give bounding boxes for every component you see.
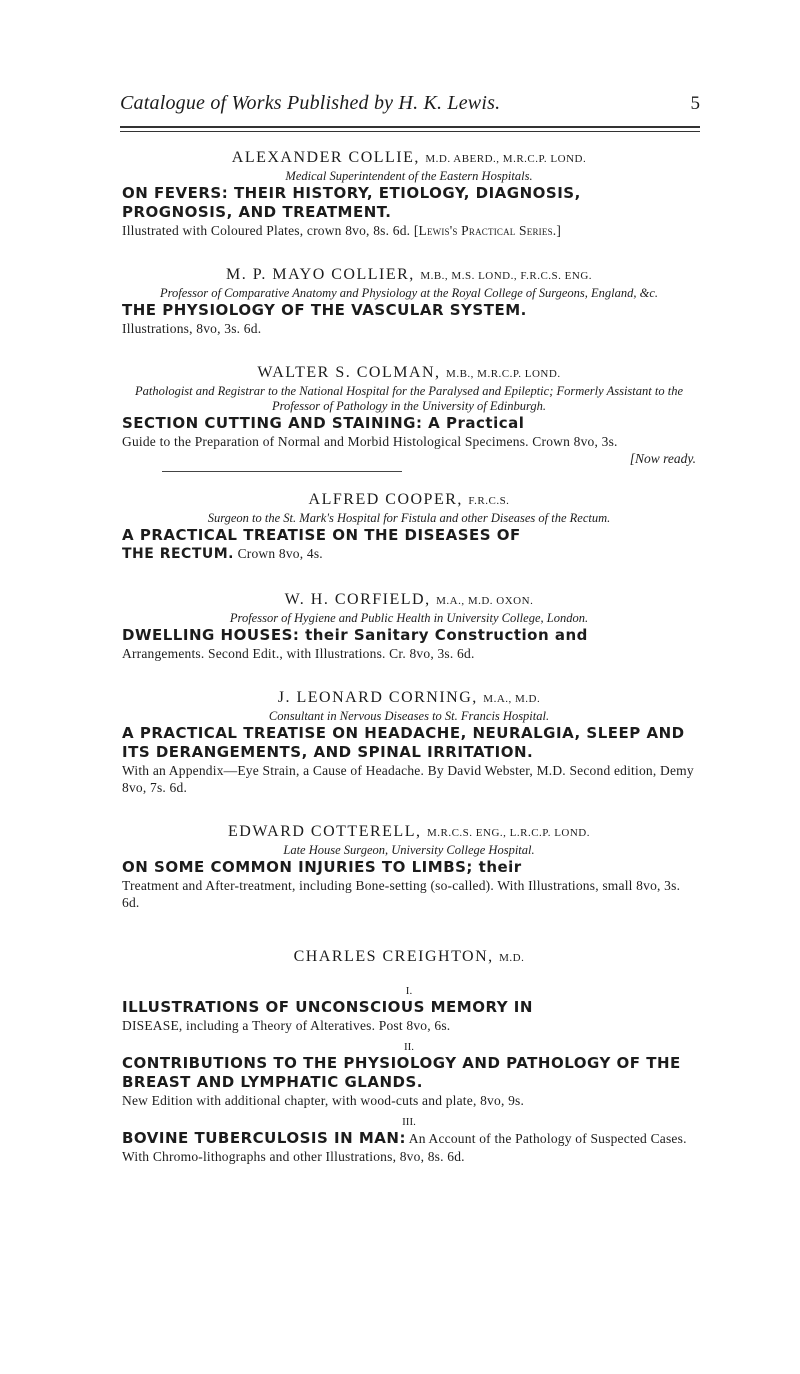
catalogue-entry	[122, 688, 696, 796]
author-affiliation: Late House Surgeon, University College Hospital.	[283, 843, 535, 857]
author-degrees: M.D.	[499, 952, 525, 964]
work-title: CONTRIBUTIONS TO THE PHYSIOLOGY AND PATHOLOGY OF THE BREAST AND LYMPHATIC GLANDS.	[122, 1054, 681, 1091]
author-degrees: M.D. ABERD., M.R.C.P. LOND.	[425, 153, 587, 165]
work-details: Crown 8vo, 4s.	[234, 546, 323, 561]
author-line	[122, 822, 696, 843]
work-description: Guide to the Preparation of Normal and Morbid Histological Specimens. Crown 8vo, 3s.	[122, 434, 618, 449]
work-description: DISEASE, including a Theory of Alteratives. Post 8vo, 6s.	[122, 1018, 451, 1033]
work-title: ON SOME COMMON INJURIES TO LIMBS; their	[122, 858, 522, 876]
availability-note: [Now ready.	[629, 451, 696, 466]
author-degrees: M.B., M.S. LOND., F.R.C.S. ENG.	[420, 270, 593, 282]
author-name: ALEXANDER COLLIE,	[231, 149, 426, 166]
author-affiliation: Consultant in Nervous Diseases to St. Francis Hospital.	[268, 709, 550, 723]
author-name: EDWARD COTTERELL,	[227, 823, 427, 840]
work-details: An Account of the Pathology of Suspected Cases. With Chromo-lithographs and other Illustrations, 8vo, 8s. 6d.	[122, 1131, 687, 1164]
work-numeral: III.	[402, 1116, 416, 1128]
author-affiliation: Surgeon to the St. Mark's Hospital for Fistula and other Diseases of the Rectum.	[207, 511, 611, 525]
author-affiliation: Medical Superintendent of the Eastern Hospitals.	[285, 169, 533, 183]
author-line	[122, 363, 696, 384]
author-affiliation: Pathologist and Registrar to the National Hospital for the Paralysed and Epileptic; Formerly Assistant to the Professor of Pathology in the University of Edinburgh.	[134, 384, 683, 413]
author-line	[122, 947, 696, 968]
author-name: ALFRED COOPER,	[308, 491, 469, 508]
work-description: New Edition with additional chapter, with wood-cuts and plate, 8vo, 9s.	[122, 1093, 525, 1108]
author-name: W. H. CORFIELD,	[284, 591, 437, 608]
author-degrees: M.A., M.D. OXON.	[436, 595, 534, 607]
author-line	[122, 688, 696, 709]
author-line	[122, 490, 696, 511]
author-degrees: M.A., M.D.	[483, 693, 541, 705]
catalogue-entry	[122, 363, 696, 472]
author-line	[122, 590, 696, 611]
author-name: WALTER S. COLMAN,	[257, 364, 447, 381]
catalogue-entry	[122, 148, 696, 239]
work-title: ILLUSTRATIONS OF UNCONSCIOUS MEMORY IN	[122, 998, 533, 1016]
work-numeral: II.	[403, 1041, 415, 1053]
work-description	[122, 1129, 696, 1165]
work-title: THE PHYSIOLOGY OF THE VASCULAR SYSTEM.	[122, 301, 527, 319]
author-degrees: M.R.C.S. ENG., L.R.C.P. LOND.	[426, 827, 590, 839]
catalogue-title: Catalogue of Works Published by H. K. Lewis.	[120, 92, 501, 114]
work-description: Treatment and After-treatment, including Bone-setting (so-called). With Illustrations, small 8vo, 3s. 6d.	[122, 878, 681, 910]
work-details: Illustrated with Coloured Plates, crown 8vo, 8s. 6d.	[122, 223, 411, 238]
author-line	[122, 265, 696, 286]
author-name: M. P. MAYO COLLIER,	[225, 266, 421, 283]
work-description	[122, 222, 696, 239]
catalogue-entry	[122, 490, 696, 564]
work-description	[122, 545, 696, 564]
catalogue-entries	[122, 148, 696, 1165]
catalogue-entry	[122, 265, 696, 337]
author-affiliation: Professor of Hygiene and Public Health in University College, London.	[229, 611, 589, 625]
author-line	[122, 148, 696, 169]
work-description: With an Appendix—Eye Strain, a Cause of Headache. By David Webster, M.D. Second edition, Demy 8vo, 7s. 6d.	[122, 763, 694, 795]
work-title: ON FEVERS: THEIR HISTORY, ETIOLOGY, DIAGNOSIS, PROGNOSIS, AND TREATMENT.	[122, 184, 581, 221]
work-title: A PRACTICAL TREATISE ON THE DISEASES OF	[122, 526, 521, 544]
author-name: J. LEONARD CORNING,	[277, 689, 484, 706]
work-description: Arrangements. Second Edit., with Illustrations. Cr. 8vo, 3s. 6d.	[122, 646, 475, 661]
author-name: CHARLES CREIGHTON,	[293, 948, 500, 965]
work-title: SECTION CUTTING AND STAINING: A Practical	[122, 414, 525, 432]
catalogue-entry	[122, 947, 696, 1165]
work-title: BOVINE TUBERCULOSIS IN MAN:	[122, 1129, 406, 1147]
work-title: DWELLING HOUSES: their Sanitary Construction and	[122, 626, 588, 644]
header-rule-thin	[120, 131, 700, 132]
header-rule	[120, 126, 700, 128]
series-name: [Lewis's Practical Series.]	[413, 223, 562, 238]
work-numeral: I.	[405, 985, 413, 997]
work-title: A PRACTICAL TREATISE ON HEADACHE, NEURALGIA, SLEEP AND ITS DERANGEMENTS, AND SPINAL IRRITATION.	[122, 724, 685, 761]
work-description: Illustrations, 8vo, 3s. 6d.	[122, 321, 262, 336]
author-affiliation: Professor of Comparative Anatomy and Physiology at the Royal College of Surgeons, England, &c.	[159, 286, 659, 300]
catalogue-entry	[122, 590, 696, 662]
author-degrees: F.R.C.S.	[468, 495, 510, 507]
author-degrees: M.B., M.R.C.P. LOND.	[446, 368, 561, 380]
work-title-continued: THE RECTUM.	[122, 546, 234, 562]
page-number: 5	[690, 93, 700, 114]
catalogue-entry	[122, 822, 696, 911]
